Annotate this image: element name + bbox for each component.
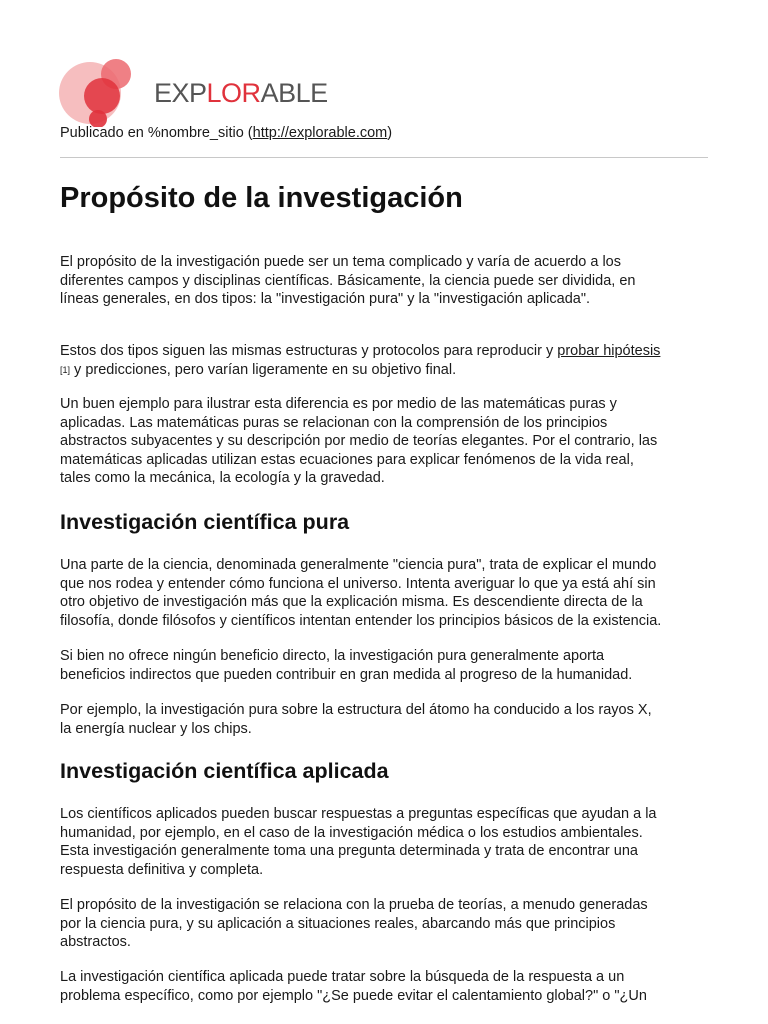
text-line: beneficios indirectos que pueden contribuir en gran medida al progreso de la humanidad. [60, 666, 633, 683]
svg-text:EXPLORABLE [154, 78, 328, 108]
text-line: que nos rodea y entender cómo funciona el universo. Intenta averiguar lo que ya está ahí sin [60, 575, 656, 592]
text-line: por la ciencia pura, y su aplicación a situaciones reales, abarcando más que principios [60, 915, 616, 932]
text-line: humanidad, por ejemplo, en el caso de la investigación médica o los estudios ambientales. [60, 824, 643, 841]
explorable-logo[interactable] [58, 57, 328, 127]
text-line: abstractos. [60, 934, 131, 950]
site-url-link[interactable]: http://explorable.com [252, 125, 388, 141]
logo-text-able: ABLE [260, 78, 328, 108]
text-line [60, 342, 720, 361]
text-line: respuesta definitiva y completa. [60, 861, 264, 878]
pure-paragraph-3 [60, 701, 720, 738]
text-line: otro objetivo de investigación más que la explicación misma. Es descendiente directa de la [60, 594, 643, 610]
text-line: diferentes campos y disciplinas científicas. Básicamente, la ciencia puede ser dividida, en [60, 272, 636, 289]
pure-paragraph-2 [60, 647, 720, 684]
text-line: la energía nuclear y los chips. [60, 720, 252, 737]
page-title: Propósito de la investigación [60, 182, 463, 214]
published-suffix: ) [387, 125, 393, 141]
text-line: tales como la mecánica, la ecología y la gravedad. [60, 470, 385, 486]
text-line: El propósito de la investigación puede ser un tema complicado y varía de acuerdo a los [60, 254, 621, 270]
text-line: Los científicos aplicados pueden buscar respuestas a preguntas específicas que ayudan a la [60, 806, 657, 822]
intro-paragraph-2 [60, 342, 720, 379]
text-line: La investigación científica aplicada puede tratar sobre la búsqueda de la respuesta a un [60, 969, 625, 985]
published-line [60, 124, 392, 142]
text-line: matemáticas aplicadas utilizan estas ecuaciones para explicar fenómenos de la vida real, [60, 451, 634, 468]
text-line: Esta investigación generalmente toma una pregunta determinada y trata de encontrar una [60, 843, 638, 859]
text-line: Si bien no ofrece ningún beneficio directo, la investigación pura generalmente aporta [60, 648, 605, 664]
text-line: El propósito de la investigación se relaciona con la prueba de teorías, a menudo generadas [60, 897, 648, 913]
text-segment: y predicciones, pero varían ligeramente en su objetivo final. [70, 361, 457, 378]
intro-paragraph-3 [60, 395, 720, 488]
logo-text-lor: LOR [206, 78, 261, 108]
logo-circles-icon [58, 57, 328, 127]
published-prefix: Publicado en %nombre_sitio ( [60, 125, 253, 141]
applied-paragraph-2 [60, 896, 720, 952]
applied-paragraph-1 [60, 805, 720, 879]
probar-hipotesis-link[interactable]: probar hipótesis [557, 343, 661, 359]
pure-paragraph-1 [60, 556, 720, 630]
text-line: Una parte de la ciencia, denominada generalmente "ciencia pura", trata de explicar el mundo [60, 557, 657, 573]
logo-text-exp: EXP [154, 78, 207, 108]
text-line: líneas generales, en dos tipos: la "investigación pura" y la "investigación aplicada". [60, 291, 591, 307]
text-line [60, 361, 720, 380]
text-line: Por ejemplo, la investigación pura sobre la estructura del átomo ha conducido a los rayos X, [60, 702, 652, 718]
intro-paragraph-1 [60, 253, 720, 309]
text-line: Un buen ejemplo para ilustrar esta diferencia es por medio de las matemáticas puras y [60, 396, 617, 412]
text-segment: Estos dos tipos siguen las mismas estructuras y protocolos para reproducir y [60, 343, 558, 359]
text-line: aplicadas. Las matemáticas puras se relacionan con la comprensión de los principios [60, 414, 608, 431]
header-divider [60, 157, 708, 158]
reference-marker[interactable]: [1] [60, 364, 71, 375]
applied-paragraph-3 [60, 968, 720, 1005]
text-line: abstractos subyacentes y su descripción por medio de teorías elegantes. Por el contrario, las [60, 433, 658, 449]
text-line: filosofía, donde filósofos y científicos intentan entender los principios básicos de la existencia. [60, 612, 662, 629]
section-heading-pure: Investigación científica pura [60, 510, 350, 534]
text-line: problema específico, como por ejemplo "¿Se puede evitar el calentamiento global?" o "¿Un [60, 987, 647, 1004]
section-heading-applied: Investigación científica aplicada [60, 759, 389, 783]
